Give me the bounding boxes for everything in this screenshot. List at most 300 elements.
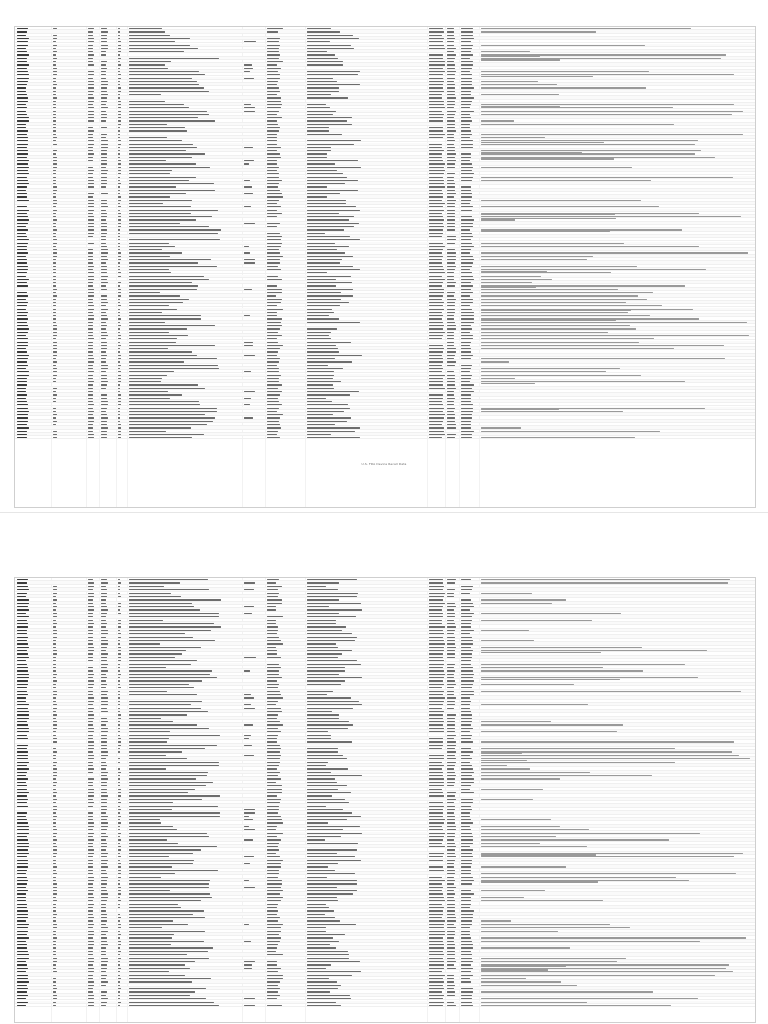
table-cell bbox=[267, 714, 278, 715]
table-cell bbox=[17, 219, 29, 220]
table-cell bbox=[17, 883, 27, 884]
table-cell bbox=[17, 937, 29, 938]
table-cell bbox=[17, 887, 26, 888]
table-cell bbox=[88, 924, 94, 925]
table-cell bbox=[429, 778, 444, 779]
table-cell bbox=[447, 200, 456, 201]
table-cell bbox=[17, 971, 26, 972]
table-cell bbox=[101, 809, 107, 810]
table-cell bbox=[429, 48, 445, 49]
table-cell bbox=[129, 332, 169, 333]
table-cell bbox=[101, 404, 108, 405]
table-cell bbox=[244, 887, 255, 888]
table-cell bbox=[447, 104, 455, 105]
table-cell bbox=[101, 606, 107, 607]
table-cell bbox=[461, 200, 471, 201]
table-cell bbox=[129, 272, 171, 273]
table-cell bbox=[118, 401, 121, 402]
table-cell bbox=[307, 684, 341, 685]
table-cell bbox=[129, 792, 188, 793]
table-cell bbox=[53, 667, 56, 668]
table-cell bbox=[17, 768, 29, 769]
table-cell bbox=[307, 239, 360, 240]
table-cell bbox=[307, 724, 353, 725]
table-cell bbox=[129, 246, 175, 247]
table-cell bbox=[447, 186, 455, 187]
table-cell bbox=[53, 417, 56, 418]
table-cell bbox=[447, 836, 455, 837]
table-cell bbox=[118, 934, 121, 935]
table-cell bbox=[267, 61, 283, 62]
table-cell bbox=[447, 880, 455, 881]
table-cell bbox=[461, 927, 470, 928]
table-cell bbox=[307, 789, 338, 790]
table-cell bbox=[267, 216, 277, 217]
table-cell bbox=[129, 28, 162, 29]
table-cell bbox=[267, 647, 276, 648]
table-cell bbox=[461, 785, 471, 786]
table-cell bbox=[101, 907, 106, 908]
table-cell bbox=[88, 1005, 94, 1006]
table-cell bbox=[17, 200, 29, 201]
table-cell bbox=[17, 981, 29, 982]
table-cell bbox=[118, 71, 120, 72]
table-cell bbox=[17, 371, 29, 372]
table-cell bbox=[267, 68, 281, 69]
table-cell bbox=[129, 233, 218, 234]
table-cell bbox=[53, 302, 56, 303]
table-cell bbox=[53, 640, 56, 641]
table-cell bbox=[461, 640, 473, 641]
table-cell bbox=[429, 802, 443, 803]
table-cell bbox=[17, 762, 29, 763]
table-cell bbox=[88, 931, 94, 932]
table-cell bbox=[17, 68, 27, 69]
table-cell bbox=[88, 677, 93, 678]
table-cell bbox=[429, 660, 444, 661]
table-cell bbox=[267, 190, 280, 191]
table-cell bbox=[53, 998, 57, 999]
table-cell bbox=[244, 606, 254, 607]
table-cell bbox=[307, 177, 347, 178]
table-cell bbox=[481, 998, 698, 999]
table-cell bbox=[461, 68, 472, 69]
table-cell bbox=[53, 677, 56, 678]
table-cell bbox=[461, 342, 471, 343]
table-cell bbox=[101, 785, 107, 786]
table-cell bbox=[447, 579, 456, 580]
table-cell bbox=[307, 180, 358, 181]
table-cell bbox=[101, 778, 108, 779]
table-cell bbox=[447, 309, 455, 310]
table-cell bbox=[129, 394, 182, 395]
table-cell bbox=[429, 74, 443, 75]
table-cell bbox=[88, 111, 94, 112]
table-cell bbox=[118, 981, 120, 982]
table-cell bbox=[118, 219, 121, 220]
table-cell bbox=[88, 623, 94, 624]
table-cell bbox=[461, 249, 471, 250]
table-cell bbox=[129, 378, 162, 379]
table-cell bbox=[53, 408, 56, 409]
table-cell bbox=[88, 28, 94, 29]
table-cell bbox=[461, 163, 472, 164]
table-cell bbox=[447, 917, 456, 918]
table-cell bbox=[101, 893, 108, 894]
table-cell bbox=[244, 259, 255, 260]
table-cell bbox=[461, 243, 472, 244]
table-cell bbox=[53, 900, 57, 901]
table-cell bbox=[447, 968, 456, 969]
table-cell bbox=[129, 94, 161, 95]
table-cell bbox=[447, 173, 455, 174]
table-cell bbox=[429, 674, 445, 675]
table-cell bbox=[129, 603, 192, 604]
table-cell bbox=[429, 411, 443, 412]
table-cell bbox=[481, 670, 643, 671]
table-cell bbox=[17, 900, 26, 901]
table-cell bbox=[118, 368, 120, 369]
table-cell bbox=[88, 117, 94, 118]
table-cell bbox=[461, 586, 473, 587]
table-cell bbox=[461, 934, 470, 935]
table-cell bbox=[101, 335, 108, 336]
table-cell bbox=[17, 84, 27, 85]
table-cell bbox=[429, 150, 444, 151]
table-cell bbox=[88, 687, 93, 688]
table-cell bbox=[88, 318, 94, 319]
table-cell bbox=[447, 332, 454, 333]
table-cell bbox=[461, 991, 473, 992]
table-cell bbox=[267, 795, 277, 796]
table-cell bbox=[429, 795, 444, 796]
table-cell bbox=[267, 826, 277, 827]
table-cell bbox=[461, 778, 474, 779]
table-cell bbox=[307, 674, 339, 675]
table-cell bbox=[129, 931, 205, 932]
table-cell bbox=[118, 28, 120, 29]
table-cell bbox=[447, 167, 455, 168]
table-cell bbox=[447, 219, 455, 220]
table-cell bbox=[447, 41, 454, 42]
table-cell bbox=[307, 694, 327, 695]
table-cell bbox=[88, 104, 93, 105]
table-cell bbox=[267, 332, 278, 333]
table-cell bbox=[17, 924, 29, 925]
table-cell bbox=[429, 45, 444, 46]
table-cell bbox=[53, 833, 57, 834]
table-cell bbox=[447, 630, 455, 631]
table-cell bbox=[129, 111, 207, 112]
table-cell bbox=[244, 398, 251, 399]
table-cell bbox=[101, 589, 107, 590]
table-cell bbox=[88, 411, 94, 412]
table-cell bbox=[17, 765, 27, 766]
table-cell bbox=[267, 704, 276, 705]
table-cell bbox=[307, 728, 348, 729]
table-cell bbox=[447, 210, 455, 211]
table-cell bbox=[17, 180, 28, 181]
table-cell bbox=[53, 1005, 56, 1006]
table-cell bbox=[307, 806, 326, 807]
table-cell bbox=[101, 947, 106, 948]
table-cell bbox=[53, 81, 56, 82]
table-cell bbox=[17, 745, 28, 746]
table-cell bbox=[118, 778, 120, 779]
table-cell bbox=[307, 269, 360, 270]
table-cell bbox=[101, 163, 107, 164]
table-cell bbox=[53, 724, 57, 725]
table-cell bbox=[129, 839, 167, 840]
table-cell bbox=[17, 249, 27, 250]
table-cell bbox=[461, 424, 471, 425]
table-cell bbox=[429, 315, 443, 316]
table-cell bbox=[53, 259, 56, 260]
table-cell bbox=[17, 427, 29, 428]
table-cell bbox=[481, 342, 639, 343]
table-cell bbox=[447, 822, 455, 823]
table-cell bbox=[307, 134, 342, 135]
table-cell bbox=[267, 731, 281, 732]
table-cell bbox=[447, 130, 456, 131]
table-cell bbox=[88, 778, 94, 779]
table-cell bbox=[429, 647, 444, 648]
table-cell bbox=[447, 107, 454, 108]
table-cell bbox=[17, 150, 28, 151]
table-cell bbox=[17, 130, 28, 131]
table-cell bbox=[429, 684, 444, 685]
table-cell bbox=[17, 31, 27, 32]
table-cell bbox=[429, 269, 444, 270]
table-cell bbox=[307, 593, 358, 594]
table-cell bbox=[53, 190, 57, 191]
table-cell bbox=[118, 816, 121, 817]
table-cell bbox=[101, 1002, 107, 1003]
table-cell bbox=[53, 596, 56, 597]
table-cell bbox=[429, 593, 445, 594]
table-cell bbox=[429, 338, 442, 339]
table-cell bbox=[101, 768, 106, 769]
table-cell bbox=[429, 677, 444, 678]
table-cell bbox=[461, 190, 471, 191]
table-cell bbox=[307, 812, 352, 813]
table-cell bbox=[267, 127, 280, 128]
table-cell bbox=[307, 647, 338, 648]
table-cell bbox=[118, 213, 121, 214]
table-cell bbox=[101, 282, 108, 283]
table-cell bbox=[461, 101, 472, 102]
table-cell bbox=[88, 51, 93, 52]
table-cell bbox=[101, 381, 108, 382]
table-cell bbox=[17, 54, 29, 55]
table-cell bbox=[88, 292, 94, 293]
table-cell bbox=[461, 606, 474, 607]
table-cell bbox=[17, 355, 29, 356]
table-cell bbox=[267, 653, 277, 654]
table-cell bbox=[307, 226, 354, 227]
table-cell bbox=[267, 991, 278, 992]
table-cell bbox=[129, 809, 172, 810]
table-cell bbox=[307, 252, 345, 253]
table-cell bbox=[244, 708, 255, 709]
table-cell bbox=[447, 229, 455, 230]
table-cell bbox=[447, 697, 456, 698]
table-cell bbox=[88, 586, 94, 587]
table-cell bbox=[447, 351, 456, 352]
table-cell bbox=[307, 328, 337, 329]
table-cell bbox=[481, 31, 596, 32]
table-cell bbox=[447, 792, 456, 793]
table-cell bbox=[461, 924, 472, 925]
table-cell bbox=[267, 249, 279, 250]
table-cell bbox=[461, 41, 471, 42]
table-cell bbox=[267, 325, 282, 326]
table-cell bbox=[461, 173, 474, 174]
table-cell bbox=[129, 243, 169, 244]
table-cell bbox=[88, 41, 94, 42]
table-cell bbox=[267, 177, 279, 178]
table-cell bbox=[447, 904, 455, 905]
table-cell bbox=[429, 216, 443, 217]
table-cell bbox=[307, 981, 337, 982]
table-cell bbox=[461, 904, 471, 905]
table-cell bbox=[447, 239, 456, 240]
table-cell bbox=[53, 863, 56, 864]
table-cell bbox=[88, 213, 93, 214]
table-cell bbox=[307, 421, 347, 422]
table-cell bbox=[307, 937, 333, 938]
table-cell bbox=[118, 414, 120, 415]
table-cell bbox=[118, 839, 121, 840]
table-cell bbox=[129, 361, 184, 362]
table-cell bbox=[118, 1002, 121, 1003]
table-cell bbox=[307, 904, 326, 905]
table-cell bbox=[307, 829, 343, 830]
table-cell bbox=[53, 829, 57, 830]
table-cell bbox=[118, 318, 121, 319]
table-cell bbox=[129, 806, 218, 807]
table-cell bbox=[429, 289, 444, 290]
table-cell bbox=[88, 381, 94, 382]
table-cell bbox=[88, 328, 93, 329]
table-cell bbox=[101, 657, 107, 658]
table-cell bbox=[129, 38, 190, 39]
table-cell bbox=[129, 375, 167, 376]
table-cell bbox=[307, 302, 349, 303]
table-cell bbox=[101, 613, 107, 614]
table-cell bbox=[101, 826, 108, 827]
table-cell bbox=[118, 124, 121, 125]
table-cell bbox=[17, 87, 26, 88]
table-cell bbox=[447, 157, 455, 158]
table-cell bbox=[118, 731, 120, 732]
table-cell bbox=[481, 325, 630, 326]
table-cell bbox=[429, 117, 443, 118]
table-cell bbox=[118, 704, 120, 705]
table-cell bbox=[118, 193, 120, 194]
table-cell bbox=[129, 355, 197, 356]
table-cell bbox=[17, 718, 29, 719]
table-cell bbox=[118, 603, 121, 604]
table-cell bbox=[129, 345, 215, 346]
table-cell bbox=[53, 315, 56, 316]
table-cell bbox=[53, 664, 56, 665]
table-cell bbox=[307, 144, 354, 145]
table-cell bbox=[101, 173, 107, 174]
table-cell bbox=[461, 120, 472, 121]
table-cell bbox=[88, 596, 94, 597]
table-cell bbox=[244, 613, 252, 614]
table-cell bbox=[118, 94, 120, 95]
table-cell bbox=[429, 345, 443, 346]
table-cell bbox=[461, 381, 470, 382]
table-cell bbox=[447, 981, 454, 982]
table-cell bbox=[481, 269, 706, 270]
table-cell bbox=[88, 897, 94, 898]
table-cell bbox=[101, 667, 107, 668]
table-cell bbox=[53, 394, 57, 395]
table-cell bbox=[429, 322, 443, 323]
table-cell bbox=[53, 839, 57, 840]
table-cell bbox=[429, 816, 443, 817]
table-cell bbox=[17, 819, 27, 820]
table-cell bbox=[307, 196, 327, 197]
table-cell bbox=[129, 762, 219, 763]
table-cell bbox=[244, 839, 253, 840]
table-cell bbox=[244, 697, 254, 698]
table-cell bbox=[101, 421, 107, 422]
table-cell bbox=[429, 880, 445, 881]
table-cell bbox=[447, 91, 455, 92]
table-cell bbox=[267, 640, 281, 641]
table-cell bbox=[267, 806, 279, 807]
table-cell bbox=[118, 177, 120, 178]
table-cell bbox=[101, 883, 107, 884]
table-cell bbox=[53, 687, 56, 688]
table-cell bbox=[244, 589, 254, 590]
table-cell bbox=[129, 589, 209, 590]
table-cell bbox=[88, 200, 94, 201]
table-cell bbox=[118, 640, 120, 641]
table-cell bbox=[267, 633, 277, 634]
table-cell bbox=[88, 937, 93, 938]
table-cell bbox=[129, 351, 192, 352]
table-cell bbox=[307, 765, 326, 766]
table-cell bbox=[447, 64, 455, 65]
table-cell bbox=[461, 981, 471, 982]
table-cell bbox=[129, 883, 209, 884]
table-cell bbox=[481, 276, 541, 277]
table-cell bbox=[307, 64, 343, 65]
table-cell bbox=[307, 160, 358, 161]
table-cell bbox=[53, 58, 57, 59]
table-cell bbox=[53, 193, 56, 194]
table-cell bbox=[53, 958, 57, 959]
table-cell bbox=[129, 849, 201, 850]
table-cell bbox=[88, 680, 94, 681]
table-cell bbox=[461, 768, 473, 769]
table-cell bbox=[53, 718, 56, 719]
table-cell bbox=[307, 971, 361, 972]
table-cell bbox=[17, 687, 27, 688]
table-cell bbox=[461, 812, 470, 813]
table-cell bbox=[307, 262, 340, 263]
table-cell bbox=[129, 114, 209, 115]
table-cell bbox=[118, 160, 121, 161]
table-cell bbox=[244, 371, 251, 372]
table-cell bbox=[53, 599, 57, 600]
table-cell bbox=[101, 117, 107, 118]
